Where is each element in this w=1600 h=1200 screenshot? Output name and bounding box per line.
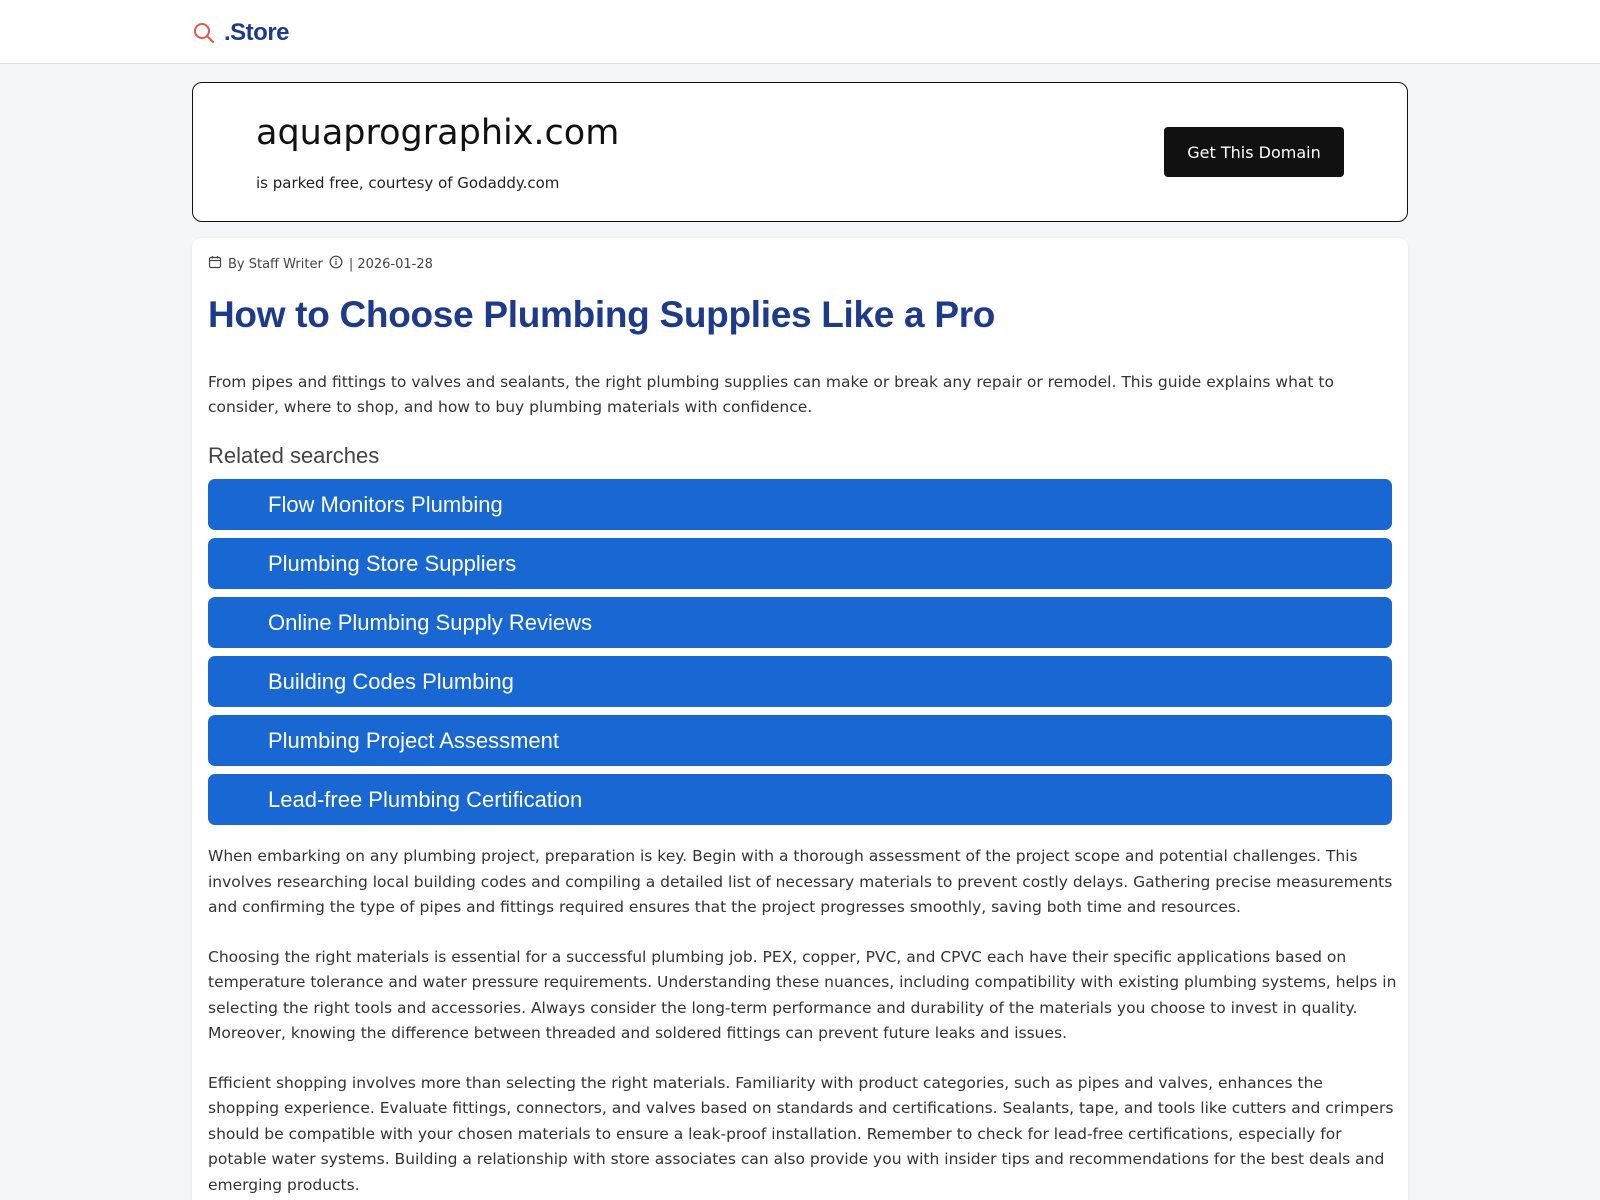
article-card bbox=[192, 238, 1408, 1200]
info-icon[interactable] bbox=[329, 255, 343, 273]
article-paragraph: When embarking on any plumbing project, preparation is key. Begin with a thorough assessment of the project scope and potential challenges. This involves researching local building codes and compiling a detailed list of necessary materials to prevent costly delays. Gathering precise measurements and confirming the type of pipes and fittings required ensures that the project progresses smoothly, saving both time and resources. bbox=[208, 847, 1393, 916]
search-icon bbox=[192, 21, 216, 45]
get-this-domain-button[interactable]: Get This Domain bbox=[1164, 127, 1344, 177]
domain-card bbox=[192, 82, 1408, 222]
related-search-link[interactable]: Lead-free Plumbing Certification bbox=[208, 774, 1392, 825]
author-label: By Staff Writer bbox=[228, 256, 323, 272]
related-search-link[interactable]: Flow Monitors Plumbing bbox=[208, 479, 1392, 530]
article-body bbox=[208, 844, 1398, 1200]
article-paragraph: Efficient shopping involves more than selecting the right materials. Familiarity with product categories, such as pipes and valves, enhances the shopping experience. Evaluate fittings, connectors, and valves based on standards and certifications. Sealants, tape, and tools like cutters and crimpers should be compatible with your chosen materials to ensure a leak-proof installation. Remember to check for lead-free certifications, especially for potable water systems. Building a relationship with store associates can also provide you with insider tips and recommendations for the best deals and emerging products. bbox=[208, 1073, 1394, 1194]
related-search-link[interactable]: Building Codes Plumbing bbox=[208, 656, 1392, 707]
calendar-icon bbox=[208, 255, 222, 273]
related-searches-heading: Related searches bbox=[208, 443, 380, 468]
article-paragraph: Choosing the right materials is essential for a successful plumbing job. PEX, copper, PVC, and CPVC each have their specific applications based on temperature tolerance and water pressure requirements. Understanding these nuances, including compatibility with existing plumbing systems, helps in selecting the right tools and accessories. Always consider the long-term performance and durability of the materials you choose to invest in quality. Moreover, knowing the difference between threaded and soldered fittings can prevent future leaks and issues. bbox=[208, 947, 1397, 1042]
related-search-link[interactable]: Plumbing Project Assessment bbox=[208, 715, 1392, 766]
related-search-link[interactable]: Plumbing Store Suppliers bbox=[208, 538, 1392, 589]
top-bar bbox=[0, 0, 1600, 64]
article-intro: From pipes and fittings to valves and sealants, the right plumbing supplies can make or break any repair or remodel. This guide explains what to consider, where to shop, and how to buy plumbing materials with confidence. bbox=[208, 373, 1334, 416]
domain-subtitle: is parked free, courtesy of Godaddy.com bbox=[256, 174, 560, 192]
brand-text: .Store bbox=[224, 19, 290, 46]
article-meta bbox=[208, 254, 433, 274]
related-searches-list bbox=[208, 479, 1392, 825]
article-title: How to Choose Plumbing Supplies Like a Pro bbox=[208, 294, 996, 335]
related-search-link[interactable]: Online Plumbing Supply Reviews bbox=[208, 597, 1392, 648]
brand-logo-link[interactable] bbox=[192, 18, 289, 48]
domain-name: aquaprographix.com bbox=[256, 113, 620, 153]
publish-date: | 2026-01-28 bbox=[348, 256, 433, 272]
